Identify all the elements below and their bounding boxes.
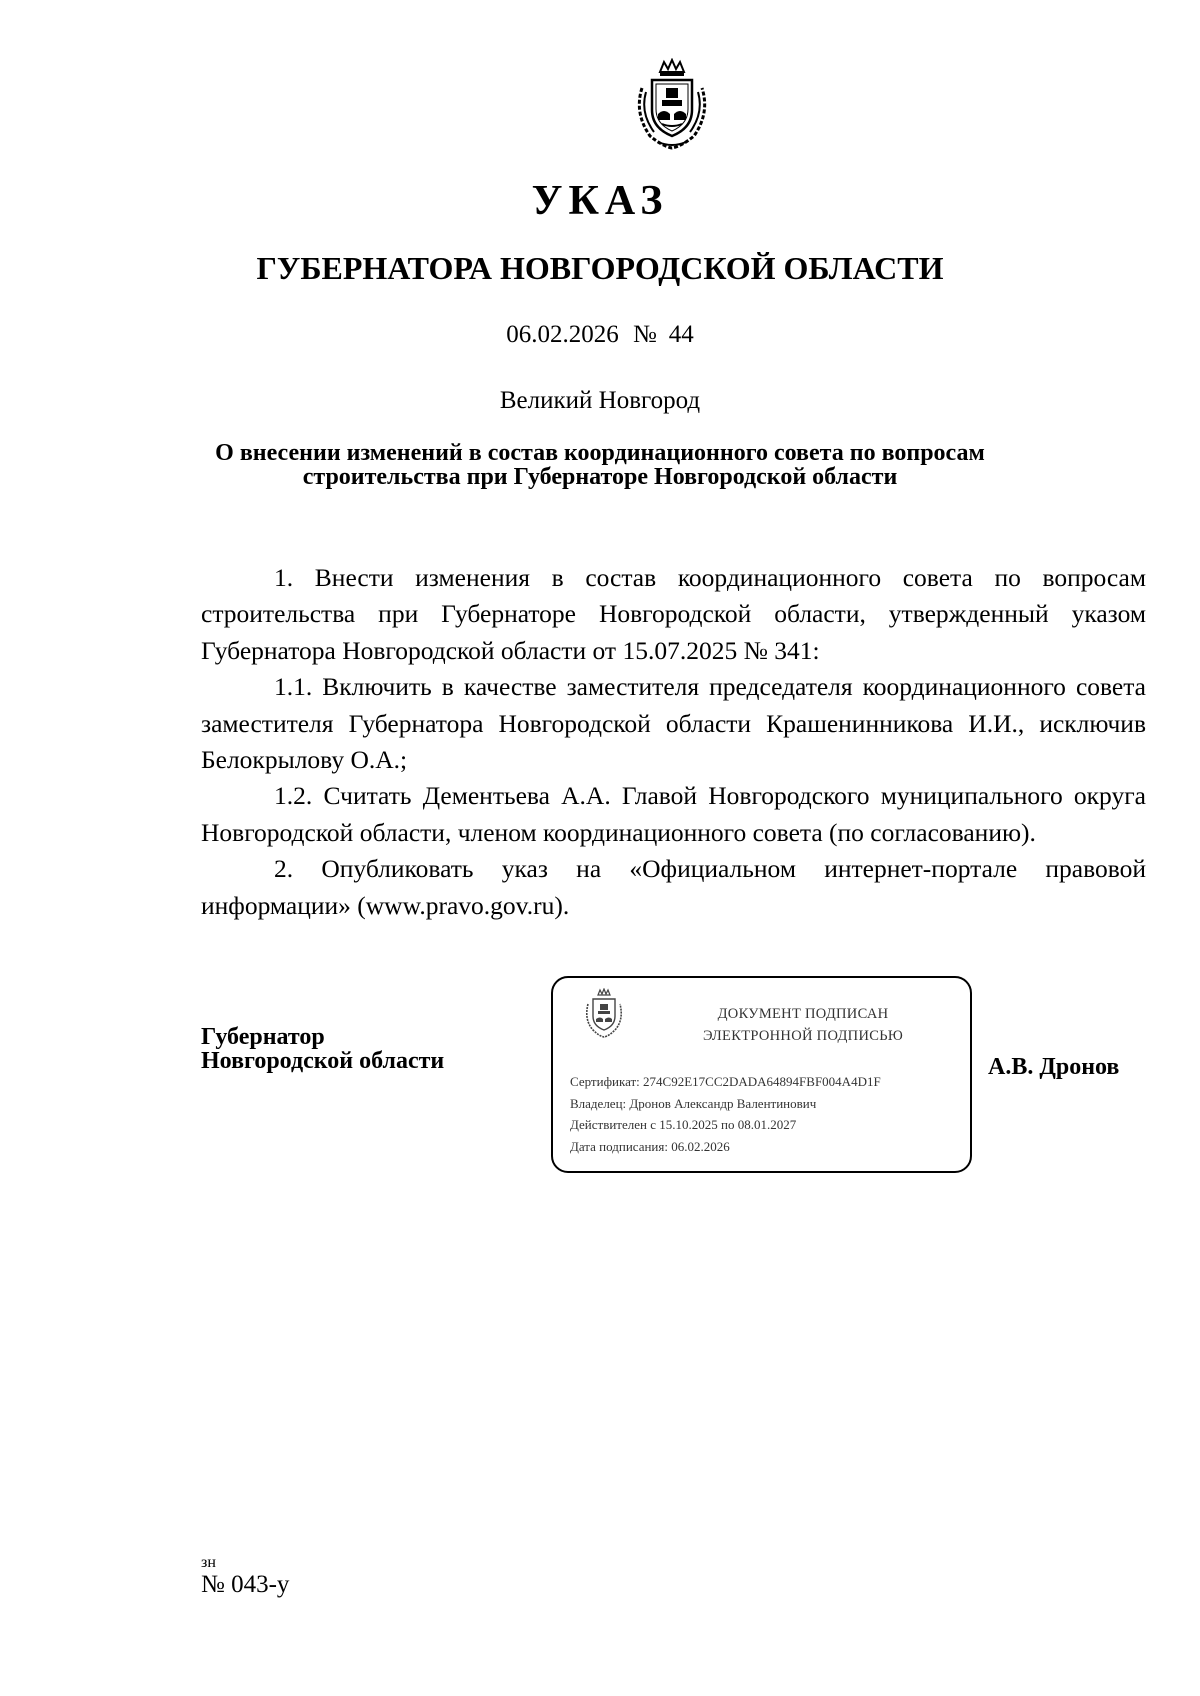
signer-position	[201, 1025, 444, 1073]
document-body	[201, 560, 1146, 924]
stamp-heading-line-1: ДОКУМЕНТ ПОДПИСАН	[717, 1006, 889, 1022]
paragraph-1-2: 1.2. Считать Дементьева А.А. Главой Новгородского муниципального округа Новгородской области, членом координационного совета (по согласованию).	[201, 781, 1146, 847]
stamp-heading-line-2: ЭЛЕКТРОННОЙ ПОДПИСЬЮ	[702, 1028, 904, 1044]
electronic-signature-stamp	[551, 976, 972, 1173]
issuer-subtitle: ГУБЕРНАТОРА НОВГОРОДСКОЙ ОБЛАСТИ	[256, 250, 944, 286]
stamp-heading	[648, 1003, 958, 1047]
document-heading	[180, 441, 1020, 489]
executor-code: зн	[201, 1554, 216, 1571]
document-type-title: УКАЗ	[531, 178, 669, 224]
coat-of-arms-icon	[628, 58, 716, 150]
document-date: 06.02.2026	[506, 321, 619, 348]
paragraph-1: 1. Внести изменения в состав координационного совета по вопросам строительства при Губернаторе Новгородской области, утвержденный указом Губернатора Новгородской области от 15.07.2025 № 341:	[201, 563, 1146, 665]
stamp-validity: Действителен с 15.10.2025 по 08.01.2027	[570, 1117, 797, 1132]
registration-number: № 043-у	[201, 1571, 290, 1598]
signer-name: А.В. Дронов	[988, 1054, 1120, 1080]
date-number-line	[0, 322, 1200, 347]
document-number: 44	[668, 321, 694, 348]
city: Великий Новгород	[499, 387, 701, 414]
stamp-details	[570, 1071, 881, 1157]
signer-position-line-2: Новгородской области	[201, 1048, 445, 1074]
stamp-signed-date: Дата подписания: 06.02.2026	[570, 1138, 730, 1154]
signer-position-line-1: Губернатор	[201, 1024, 325, 1050]
number-sign: №	[632, 321, 657, 348]
paragraph-1-1: 1.1. Включить в качестве заместителя председателя координационного совета заместителя Губернатора Новгородской области Крашенинникова И.И., исключив Белокрылову О.А.;	[201, 672, 1146, 775]
heading-line-2: строительства при Губернаторе Новгородской области	[302, 464, 898, 490]
stamp-coat-of-arms-icon	[581, 988, 627, 1038]
stamp-owner: Владелец: Дронов Александр Валентинович	[570, 1095, 817, 1111]
stamp-certificate: Сертификат: 274C92E17CC2DADA64894FBF004A4D1F	[570, 1074, 881, 1089]
paragraph-2: 2. Опубликовать указ на «Официальном интернет-портале правовой информации» (www.pravo.gov.ru).	[201, 854, 1146, 920]
heading-line-1: О внесении изменений в состав координационного совета по вопросам	[215, 440, 985, 466]
